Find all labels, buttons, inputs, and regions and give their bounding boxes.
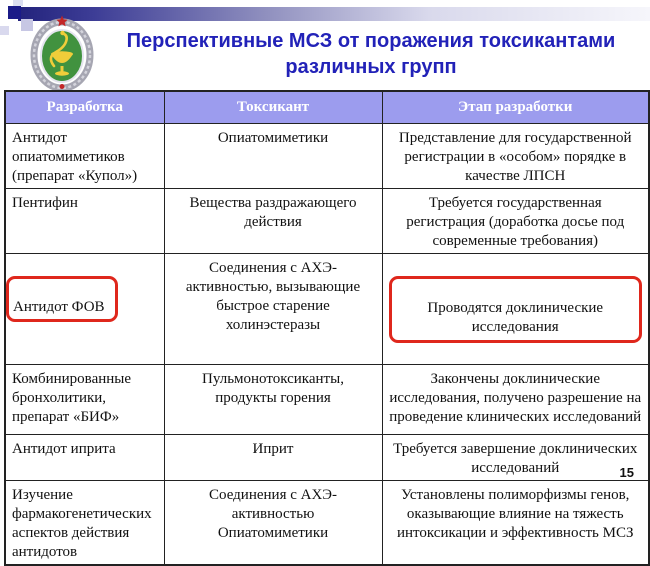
slide-title-line2: различных групп: [285, 56, 457, 78]
table-header-row: [5, 91, 649, 124]
cell-development: Комбинированные бронхолитики, препарат «БИФ»: [5, 365, 164, 435]
column-header-toxicant: Токсикант: [164, 91, 382, 124]
cell-stage: Установлены полиморфизмы генов, оказывающие влияние на тяжесть интоксикации и эффективность МСЗ: [382, 481, 649, 566]
cell-development: [5, 254, 164, 365]
cell-development: Антидот опиатомиметиков (препарат «Купол»): [5, 124, 164, 189]
cell-stage: Требуется завершение доклинических исследований: [382, 435, 649, 481]
cell-stage: Закончены доклинические исследования, получено разрешение на проведение клинических исследований: [382, 365, 649, 435]
cell-toxicant: Соединения с АХЭ-активностью, вызывающие быстрое старение холинэстеразы: [164, 254, 382, 365]
deco-square-pale: [0, 26, 9, 35]
highlighted-stage-text: Проводятся доклинические исследования: [427, 300, 604, 335]
cell-toxicant: Соединения с АХЭ-активностью Опиатомиметики: [164, 481, 382, 566]
table-row: [5, 435, 649, 481]
cell-toxicant: Опиатомиметики: [164, 124, 382, 189]
military-medical-emblem-icon: [29, 14, 95, 92]
cell-development: Изучение фармакогенетических аспектов действия антидотов: [5, 481, 164, 566]
cell-development: Антидот иприта: [5, 435, 164, 481]
slide-title-line1: Перспективные МСЗ от поражения токсикантами: [126, 30, 616, 52]
table-row: [5, 189, 649, 254]
cell-stage: Представление для государственной регистрации в «особом» порядке в качестве ЛПСН: [382, 124, 649, 189]
highlight-box-stage: [389, 276, 643, 343]
slide-title: [100, 28, 642, 80]
table-row-highlighted: [5, 254, 649, 365]
page-number: 15: [619, 465, 634, 480]
header-gradient-bar: [18, 7, 650, 21]
column-header-stage: Этап разработки: [382, 91, 649, 124]
cell-development: Пентифин: [5, 189, 164, 254]
cell-toxicant: Вещества раздражающего действия: [164, 189, 382, 254]
column-header-development: Разработка: [5, 91, 164, 124]
deco-square-navy: [8, 6, 21, 19]
cell-stage: Требуется государственная регистрация (доработка досье под современные требования): [382, 189, 649, 254]
results-table: [4, 90, 650, 566]
cell-stage: [382, 254, 649, 365]
highlighted-development-text: Антидот ФОВ: [13, 299, 105, 315]
table-row: [5, 124, 649, 189]
highlight-box-development: [6, 276, 118, 322]
cell-toxicant: Пульмонотоксиканты, продукты горения: [164, 365, 382, 435]
cell-toxicant: Иприт: [164, 435, 382, 481]
table-row: [5, 365, 649, 435]
table-row: [5, 481, 649, 566]
